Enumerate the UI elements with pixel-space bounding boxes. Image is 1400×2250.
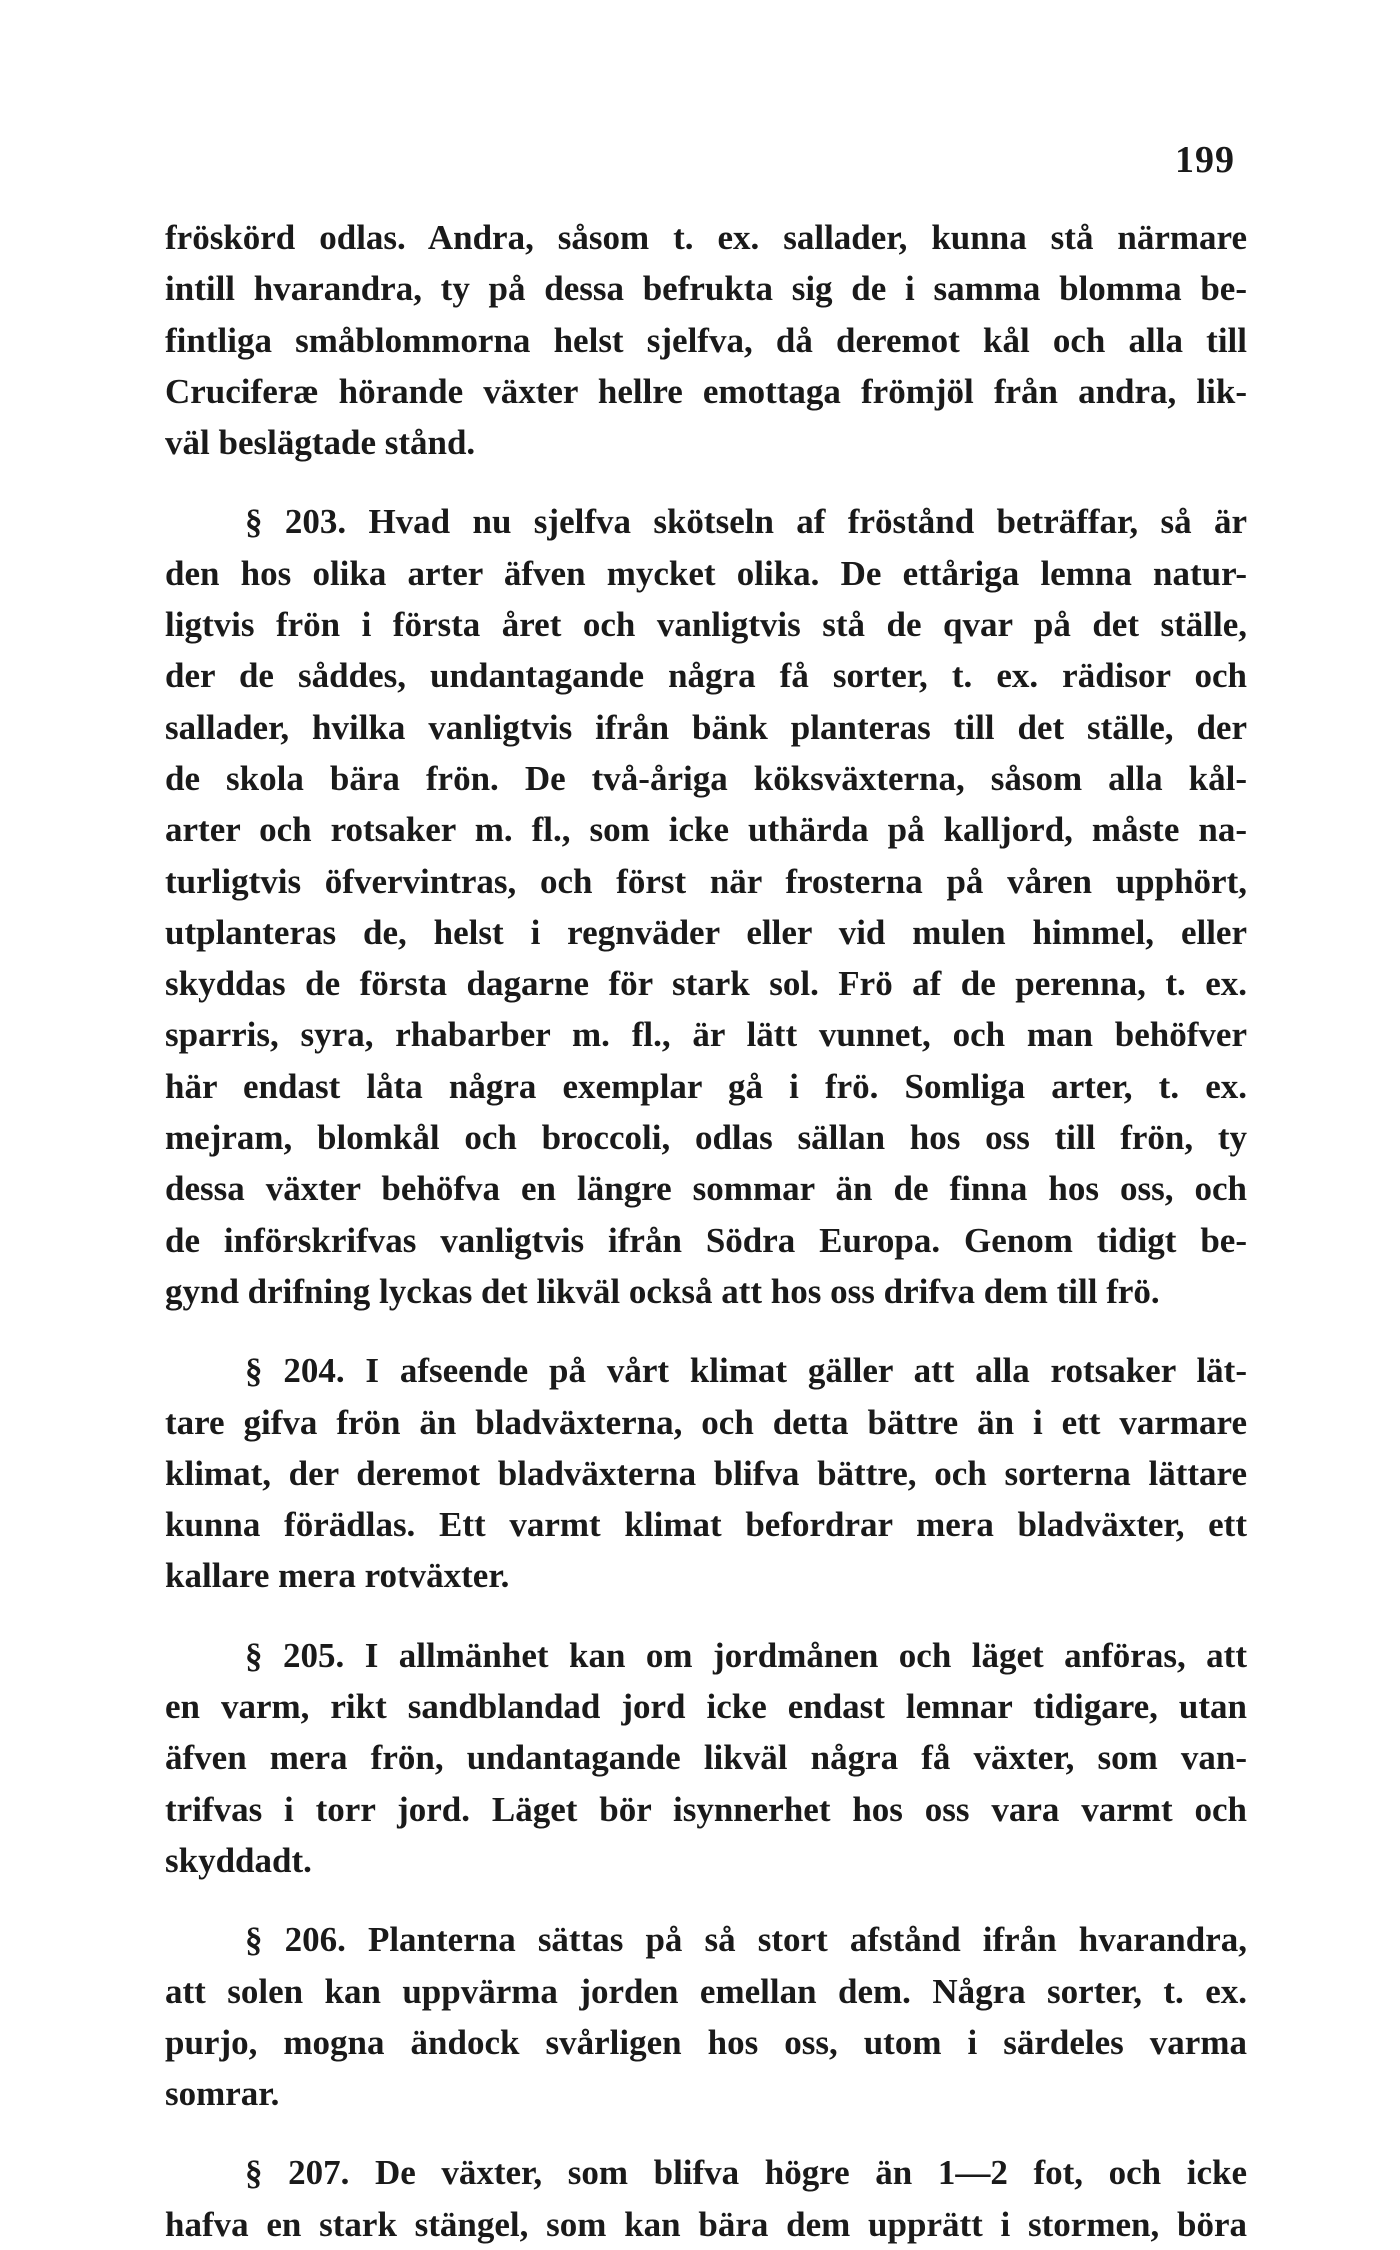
text-line: turligtvis öfvervintras, och först när frosterna på våren upphört,	[165, 861, 1247, 901]
text-line: kunna förädlas. Ett varmt klimat befordrar mera bladväxter, ett	[165, 1505, 1247, 1545]
text-line: Cruciferæ hörande växter hellre emottaga frömjöl från andra, lik-	[165, 371, 1247, 411]
text-line: skyddas de första dagarne för stark sol. Frö af de perenna, t. ex.	[165, 964, 1247, 1004]
text-line: här endast låta några exemplar gå i frö. Somliga arter, t. ex.	[165, 1066, 1247, 1106]
paragraph-206	[165, 1914, 1247, 2119]
text-line: tare gifva frön än bladväxterna, och detta bättre än i ett varmare	[165, 1402, 1247, 1442]
text-line: mejram, blomkål och broccoli, odlas sällan hos oss till frön, ty	[165, 1118, 1247, 1158]
paragraph-205	[165, 1630, 1247, 1886]
text-line: somrar.	[165, 2074, 280, 2114]
text-line: ligtvis frön i första året och vanligtvis stå de qvar på det ställe,	[165, 605, 1247, 645]
text-line: sallader, hvilka vanligtvis ifrån bänk planteras till det ställe, der	[165, 707, 1247, 747]
text-line: arter och rotsaker m. fl., som icke uthärda på kalljord, måste na-	[165, 810, 1247, 850]
text-line: de införskrifvas vanligtvis ifrån Södra Europa. Genom tidigt be-	[165, 1220, 1247, 1260]
paragraph-203	[165, 496, 1247, 1317]
body-text	[165, 212, 1247, 2250]
text-line: att solen kan uppvärma jorden emellan dem. Några sorter, t. ex.	[165, 1971, 1247, 2011]
text-line: der de såddes, undantagande några få sorter, t. ex. rädisor och	[165, 656, 1247, 696]
text-line: kallare mera rotväxter.	[165, 1556, 510, 1596]
text-line: § 205. I allmänhet kan om jordmånen och läget anföras, att	[245, 1635, 1247, 1675]
text-line: § 206. Planterna sättas på så stort afstånd ifrån hvarandra,	[245, 1920, 1247, 1960]
text-line: intill hvarandra, ty på dessa befrukta sig de i samma blomma be-	[165, 269, 1247, 309]
text-line: fintliga småblommorna helst sjelfva, då deremot kål och alla till	[165, 320, 1247, 360]
text-line: sparris, syra, rhabarber m. fl., är lätt vunnet, och man behöfver	[165, 1015, 1247, 1055]
text-line: den hos olika arter äfven mycket olika. De ettåriga lemna natur-	[165, 553, 1247, 593]
text-line: § 203. Hvad nu sjelfva skötseln af fröstånd beträffar, så är	[245, 502, 1247, 542]
text-line: § 204. I afseende på vårt klimat gäller att alla rotsaker lät-	[245, 1351, 1247, 1391]
text-line: utplanteras de, helst i regnväder eller vid mulen himmel, eller	[165, 912, 1247, 952]
text-line: purjo, mogna ändock svårligen hos oss, utom i särdeles varma	[165, 2022, 1247, 2062]
paragraph-1	[165, 212, 1247, 468]
text-line: skyddadt.	[165, 1840, 312, 1880]
paragraph-207	[165, 2147, 1247, 2250]
text-line: hafva en stark stängel, som kan bära dem upprätt i stormen, böra	[165, 2204, 1247, 2244]
text-line: fröskörd odlas. Andra, såsom t. ex. sallader, kunna stå närmare	[165, 218, 1247, 257]
paragraph-204	[165, 1345, 1247, 1601]
text-line: de skola bära frön. De två-åriga köksväxterna, såsom alla kål-	[165, 758, 1247, 798]
text-line: § 207. De växter, som blifva högre än 1—2 fot, och icke	[245, 2153, 1247, 2193]
text-line: en varm, rikt sandblandad jord icke endast lemnar tidigare, utan	[165, 1687, 1247, 1727]
page-number: 199	[1175, 139, 1235, 181]
text-line: väl beslägtade stånd.	[165, 423, 476, 463]
text-line: gynd drifning lyckas det likväl också att hos oss drifva dem till frö.	[165, 1271, 1160, 1311]
text-line: äfven mera frön, undantagande likväl några få växter, som van-	[165, 1738, 1247, 1778]
text-line: klimat, der deremot bladväxterna blifva bättre, och sorterna lättare	[165, 1453, 1247, 1493]
text-line: trifvas i torr jord. Läget bör isynnerhet hos oss vara varmt och	[165, 1789, 1247, 1829]
text-line: dessa växter behöfva en längre sommar än de finna hos oss, och	[165, 1169, 1247, 1209]
